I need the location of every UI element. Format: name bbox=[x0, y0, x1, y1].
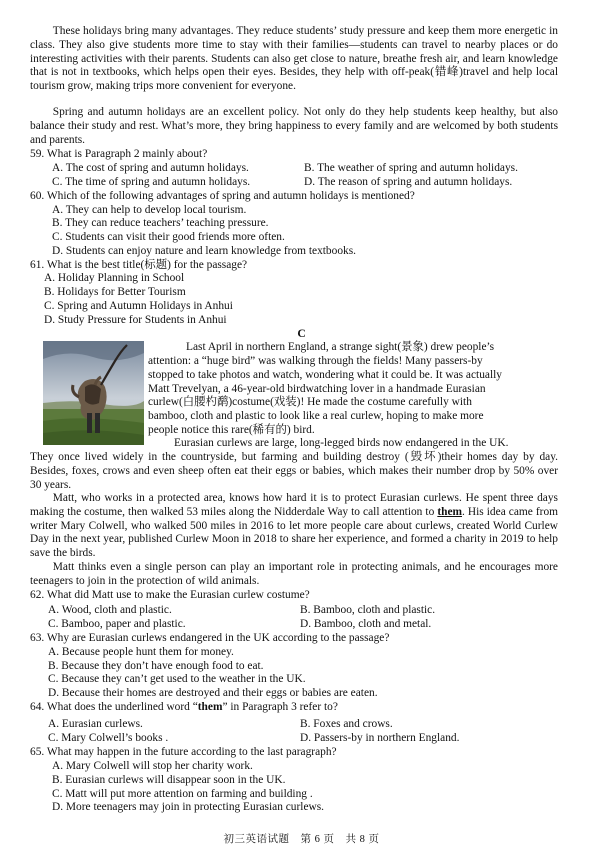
q63-option-a: A. Because people hunt them for money. bbox=[48, 646, 234, 658]
passage-c-p3-text-after: . His idea came from writer Mary Colwell, who walked 500 miles in 2016 to let more people care about curlews, created World Curlew Day in the next year, published Curlew Moon in 2018 to share her experience, and formed a charity in 2019 to help save the birds. bbox=[30, 505, 558, 560]
page-footer: 初三英语试题 第 6 页 共 8 页 bbox=[223, 834, 380, 845]
passage-c-paragraph-2: They once lived widely in the countryside, but farming and building destroy (毁坏)their homes day by day. Besides, foxes, crows and even sheep often eat their eggs or babies, which makes their number drop by 50% over 30 years. bbox=[30, 451, 558, 491]
q59-option-a: A. The cost of spring and autumn holidays. bbox=[52, 162, 249, 174]
q59-option-d: D. The reason of spring and autumn holidays. bbox=[304, 176, 513, 188]
q59-option-c: C. The time of spring and autumn holidays. bbox=[52, 176, 251, 188]
passage-c-p1-line-5: curlew(白腰杓鹬)costume(戏装)! He made the costume carefully with bbox=[148, 396, 472, 408]
q62-stem: 62. What did Matt use to make the Eurasian curlew costume? bbox=[30, 589, 310, 601]
photo-illustration bbox=[43, 341, 144, 445]
q63-option-b: B. Because they don’t have enough food to eat. bbox=[48, 660, 264, 672]
q64-option-a: A. Eurasian curlews. bbox=[48, 718, 143, 730]
passage-c-paragraph-3 bbox=[30, 492, 558, 561]
passage-c-p1-line-2: attention: a “huge bird” was walking through the fields! Many passers-by bbox=[148, 355, 483, 367]
q64-option-b: B. Foxes and crows. bbox=[300, 718, 393, 730]
q61-option-d: D. Study Pressure for Students in Anhui bbox=[44, 314, 227, 326]
passage-c-p2-first-line: Eurasian curlews are large, long-legged birds now endangered in the UK. bbox=[174, 437, 509, 449]
q62-option-c: C. Bamboo, paper and plastic. bbox=[48, 618, 186, 630]
passage-c-paragraph-4: Matt thinks even a single person can play an important role in protecting animals, and he encourages more teenagers to join in the protection of wild animals. bbox=[30, 561, 558, 587]
q63-option-d: D. Because their homes are destroyed and their eggs or babies are eaten. bbox=[48, 687, 378, 699]
passage-c-p1-line-7: people notice this rare(稀有的) bird. bbox=[148, 424, 315, 436]
q60-stem: 60. Which of the following advantages of spring and autumn holidays is mentioned? bbox=[30, 190, 415, 202]
q60-option-d: D. Students can enjoy nature and learn knowledge from textbooks. bbox=[52, 245, 356, 257]
passage-b-paragraph-3: These holidays bring many advantages. They reduce students’ study pressure and keep them more energetic in class. They also give students more time to stay with their families—students can travel to nearby places or do interesting activities with their parents. Students can also get close to nature, breathe fresh air, and learn knowledge that is not in textbooks, which helps open their eyes. Besides, they help with off-peak(错峰)travel and help local tourism grow, making trips more convenient for everyone. bbox=[30, 25, 558, 93]
q59-option-b: B. The weather of spring and autumn holidays. bbox=[304, 162, 518, 174]
passage-c-p1-line-3: stopped to take photos and watch, wondering what it could be. It was actually bbox=[148, 369, 502, 381]
passage-c-p1-line-4: Matt Trevelyan, a 46-year-old birdwatching lover in a handmade Eurasian bbox=[148, 383, 486, 395]
q60-option-c: C. Students can visit their good friends more often. bbox=[52, 231, 285, 243]
q62-option-d: D. Bamboo, cloth and metal. bbox=[300, 618, 432, 630]
q61-option-c: C. Spring and Autumn Holidays in Anhui bbox=[44, 300, 233, 312]
passage-c-p1-line-1: Last April in northern England, a strange sight(景象) drew people’s bbox=[186, 341, 495, 353]
q65-option-d: D. More teenagers may join in protecting Eurasian curlews. bbox=[52, 801, 325, 813]
q65-option-c: C. Matt will put more attention on farming and building . bbox=[52, 788, 313, 800]
passage-c-p3-text-before: Matt, who works in a protected area, knows how hard it is to protect Eurasian curlews. He spent three days making the costume, then walked 53 miles along the Nidderdale Way to call attention to bbox=[30, 492, 558, 518]
q62-option-a: A. Wood, cloth and plastic. bbox=[48, 604, 172, 616]
curlew-costume-photo bbox=[43, 341, 144, 445]
q61-option-a: A. Holiday Planning in School bbox=[44, 272, 185, 284]
q64-stem-word: them bbox=[197, 701, 223, 713]
q59-stem: 59. What is Paragraph 2 mainly about? bbox=[30, 148, 208, 160]
q64-stem-after: ” in Paragraph 3 refer to? bbox=[222, 701, 338, 713]
q65-stem: 65. What may happen in the future according to the last paragraph? bbox=[30, 746, 337, 758]
q63-stem: 63. Why are Eurasian curlews endangered in the UK according to the passage? bbox=[30, 632, 390, 644]
passage-c-label: C bbox=[297, 327, 306, 340]
q61-stem: 61. What is the best title(标题) for the passage? bbox=[30, 259, 248, 271]
q61-option-b: B. Holidays for Better Tourism bbox=[44, 286, 186, 298]
q64-option-d: D. Passers-by in northern England. bbox=[300, 732, 460, 744]
q60-option-b: B. They can reduce teachers’ teaching pressure. bbox=[52, 217, 269, 229]
q64-stem bbox=[30, 701, 338, 715]
passage-c-p1-line-6: bamboo, cloth and plastic to look like a real curlew, hoping to make more bbox=[148, 410, 484, 422]
q64-option-c: C. Mary Colwell’s books . bbox=[48, 732, 169, 744]
passage-b-paragraph-4: Spring and autumn holidays are an excellent policy. Not only do they help students keep healthy, but also balance their study and rest. What’s more, they bring happiness to every family and are welcomed by both students and parents. bbox=[30, 106, 558, 146]
q63-option-c: C. Because they can’t get used to the weather in the UK. bbox=[48, 673, 306, 685]
underlined-word-them: them bbox=[437, 505, 463, 518]
q64-stem-before: 64. What does the underlined word “ bbox=[30, 701, 198, 713]
q65-option-b: B. Eurasian curlews will disappear soon in the UK. bbox=[52, 774, 286, 786]
q60-option-a: A. They can help to develop local tourism. bbox=[52, 204, 247, 216]
q65-option-a: A. Mary Colwell will stop her charity work. bbox=[52, 760, 253, 772]
q62-option-b: B. Bamboo, cloth and plastic. bbox=[300, 604, 436, 616]
